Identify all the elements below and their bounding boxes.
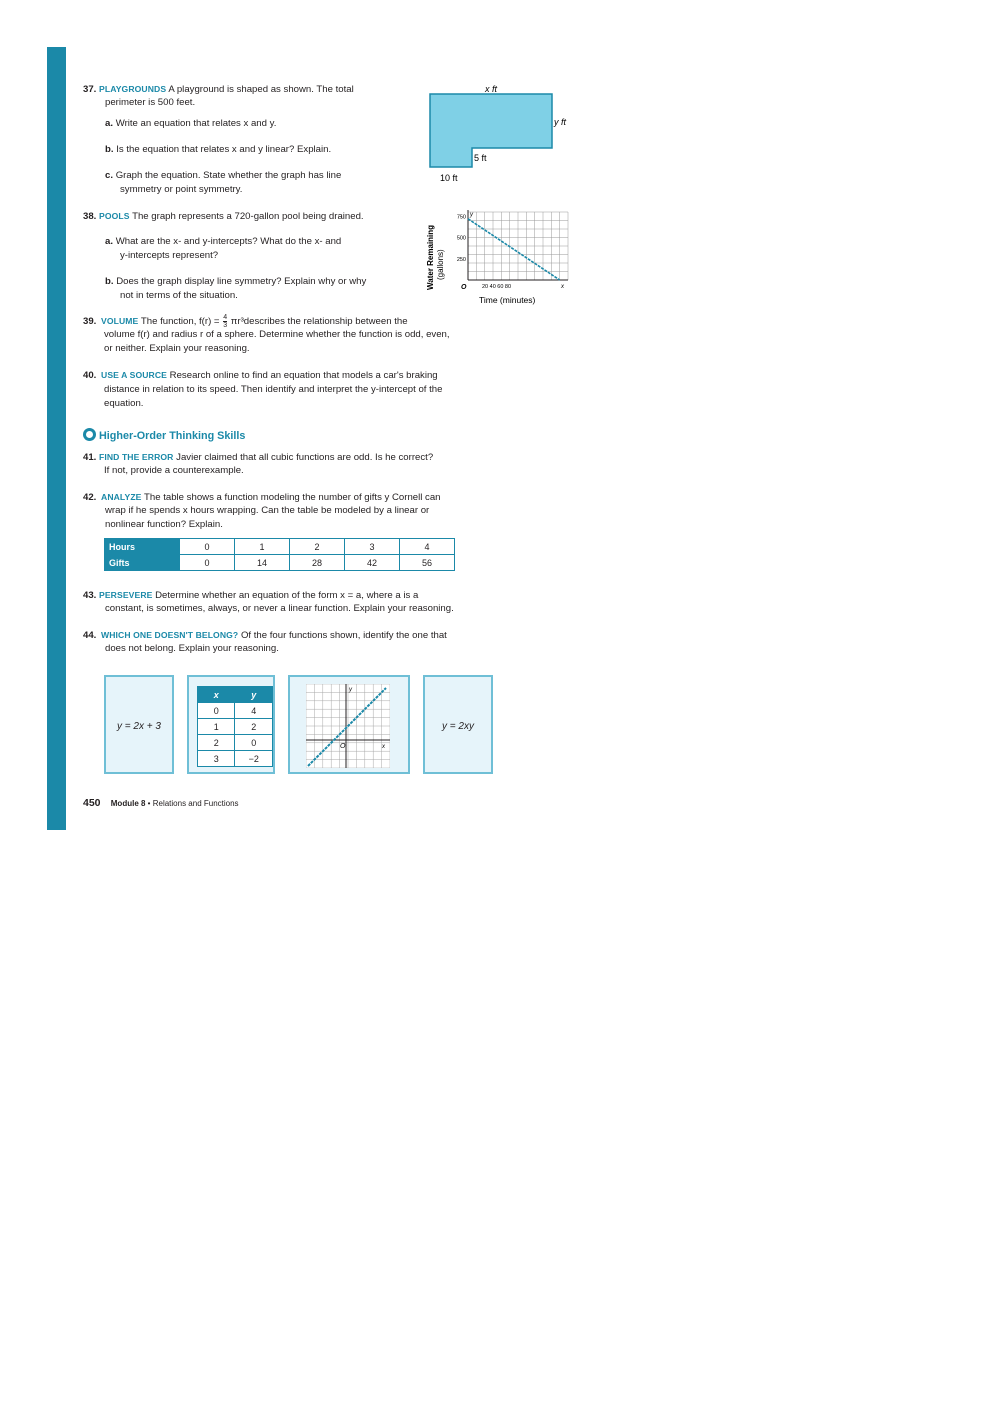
card-4-equation: y = 2xy (442, 721, 474, 732)
q39-pre: The function, f(r) = (140, 316, 220, 328)
q43-line-2: constant, is sometimes, always, or never a linear function. Explain your reasoning. (105, 603, 454, 614)
pool-xlabel: Time (minutes) (479, 295, 536, 305)
q37-stem-2: perimeter is 500 feet. (105, 97, 196, 108)
q39-line-2: volume f(r) and radius r of a sphere. Determine whether the function is odd, even, (104, 329, 450, 340)
brain-icon (83, 428, 96, 441)
pool-y-axis-label: y (470, 212, 473, 218)
q42-text (83, 490, 441, 505)
q44-number: 44. (83, 630, 97, 641)
table-row-head: Hours (105, 539, 180, 555)
q37a (105, 117, 276, 131)
q38b (105, 275, 366, 289)
q38-number: 38. (83, 211, 97, 222)
card-table (187, 675, 275, 774)
pool-ytick-label: 500 (456, 235, 466, 242)
q42-number: 42. (83, 492, 97, 503)
footer-title: Relations and Functions (152, 799, 239, 808)
table-row (198, 751, 273, 767)
q39-tag: VOLUME (101, 316, 139, 327)
table-cell: 2 (290, 539, 345, 555)
q37c (105, 169, 341, 183)
table-cell: 0 (180, 539, 235, 555)
table-cell: 4 (235, 703, 273, 719)
q37a-text: Write an equation that relates x and y. (115, 118, 277, 129)
table-row-head: Gifts (105, 555, 180, 571)
table-cell: 56 (400, 555, 455, 571)
q43-number: 43. (83, 590, 97, 601)
q37-text (83, 82, 354, 97)
table-cell: 4 (400, 539, 455, 555)
q38b-text-2: not in terms of the situation. (120, 290, 238, 301)
table-cell: 2 (198, 735, 235, 751)
fig-bottom-label: 10 ft (440, 173, 458, 183)
card-graph (288, 675, 410, 774)
line-graph-origin: O (340, 743, 346, 750)
q41-text (83, 450, 433, 465)
line-graph-y-label: y (349, 687, 352, 693)
table-cell: 0 (235, 735, 273, 751)
table-cell: 1 (235, 539, 290, 555)
page-number: 450 (83, 797, 101, 809)
q39-number: 39. (83, 316, 97, 328)
table-row (198, 703, 273, 719)
table-cell: 3 (198, 751, 235, 767)
q42-stem: The table shows a function modeling the number of gifts y Cornell can (144, 492, 441, 503)
q38b-label: b. (105, 276, 114, 287)
xy-header-x: x (198, 687, 235, 703)
card-equation-4 (423, 675, 493, 774)
q40-text (83, 368, 438, 383)
line-graph (306, 684, 390, 768)
pool-x-axis-label: x (561, 284, 564, 290)
pool-graph (425, 208, 575, 310)
q43-tag: PERSEVERE (99, 590, 153, 600)
q38a (105, 235, 341, 249)
table-cell: 0 (180, 555, 235, 571)
pool-ylabel-2: (gallons) (436, 249, 445, 280)
q40-line-2: distance in relation to its speed. Then identify and interpret the y-intercept of the (104, 384, 443, 395)
q40-stem: Research online to find an equation that models a car's braking (169, 370, 438, 381)
pool-ylabel-1: Water Remaining (426, 224, 435, 290)
q39-fraction (223, 314, 227, 329)
footer-separator: • (147, 799, 151, 808)
q37a-label: a. (105, 118, 114, 129)
q40-tag: USE A SOURCE (101, 370, 167, 380)
q44-line-2: does not belong. Explain your reasoning. (105, 643, 279, 654)
hots-title: Higher-Order Thinking Skills (99, 430, 246, 442)
q37c-text-2: symmetry or point symmetry. (120, 184, 243, 195)
fig-top-label: x ft (485, 84, 498, 94)
table-row (105, 555, 455, 571)
table-row (198, 719, 273, 735)
q37c-label: c. (105, 170, 114, 181)
q44-stem: Of the four functions shown, identify the one that (240, 630, 447, 641)
pool-xticks: 20 40 60 80 (482, 284, 512, 290)
q39-line-3: or neither. Explain your reasoning. (104, 343, 250, 354)
q38b-text: Does the graph display line symmetry? Explain why or why (116, 276, 367, 287)
table-cell: −2 (235, 751, 273, 767)
pool-ytick-label: 250 (456, 256, 466, 263)
q42-tag: ANALYZE (101, 492, 142, 502)
pool-ytick-label: 750 (456, 214, 466, 221)
q40-number: 40. (83, 370, 97, 381)
q39-frac-num: 4 (223, 314, 228, 321)
q44-tag: WHICH ONE DOESN'T BELONG? (101, 630, 239, 640)
q38a-text: What are the x- and y-intercepts? What do the x- and (115, 236, 342, 247)
q38-text (83, 209, 364, 224)
page-side-bar (47, 47, 66, 830)
q43-text (83, 588, 418, 603)
q37-number: 37. (83, 84, 97, 95)
pool-series-line (468, 219, 560, 280)
q39-text (83, 314, 408, 329)
q37b-label: b. (105, 144, 114, 155)
table-cell: 14 (235, 555, 290, 571)
q39-frac-den: 3 (223, 322, 228, 329)
q37b-text: Is the equation that relates x and y linear? Explain. (116, 144, 332, 155)
q38-tag: POOLS (99, 211, 130, 221)
q41-tag: FIND THE ERROR (99, 452, 174, 462)
playground-figure (425, 82, 575, 186)
table-cell: 3 (345, 539, 400, 555)
xy-header-y: y (235, 687, 273, 703)
q37c-text: Graph the equation. State whether the graph has line (115, 170, 342, 181)
pool-origin: O (461, 284, 467, 291)
hots-heading (83, 428, 245, 442)
table-cell: 2 (235, 719, 273, 735)
table-cell: 1 (198, 719, 235, 735)
q37b (105, 143, 331, 157)
q38-stem: The graph represents a 720-gallon pool being drained. (132, 211, 364, 222)
footer-module: Module 8 (110, 799, 146, 808)
table-cell: 28 (290, 555, 345, 571)
q37-stem: A playground is shaped as shown. The total (168, 84, 354, 95)
pool-grid (468, 210, 568, 280)
card-equation-1 (104, 675, 174, 774)
gifts-table (104, 538, 455, 571)
fig-notch-label: 5 ft (474, 153, 487, 163)
q41-number: 41. (83, 452, 97, 463)
q44-text (83, 628, 447, 643)
table-row (105, 539, 455, 555)
line-graph-x-label: x (382, 744, 385, 750)
q42-line-2: wrap if he spends x hours wrapping. Can the table be modeled by a linear or (105, 505, 430, 516)
card-1-equation: y = 2x + 3 (117, 721, 161, 732)
page-footer (83, 797, 239, 809)
xy-table (197, 686, 273, 767)
q37-tag: PLAYGROUNDS (99, 84, 167, 94)
playground-shape (430, 94, 552, 167)
q38a-text-2: y-intercepts represent? (120, 250, 219, 261)
q41-line-2: If not, provide a counterexample. (104, 465, 244, 476)
q40-line-3: equation. (104, 398, 144, 409)
table-row (198, 735, 273, 751)
q42-line-3: nonlinear function? Explain. (105, 519, 223, 530)
q43-stem: Determine whether an equation of the form x = a, where a is a (155, 590, 419, 601)
table-cell: 42 (345, 555, 400, 571)
q39-post: πr³describes the relationship between the (230, 316, 408, 328)
table-row (198, 687, 273, 703)
q38a-label: a. (105, 236, 114, 247)
q41-stem: Javier claimed that all cubic functions are odd. Is he correct? (176, 452, 434, 463)
fig-right-label: y ft (554, 117, 567, 127)
table-cell: 0 (198, 703, 235, 719)
